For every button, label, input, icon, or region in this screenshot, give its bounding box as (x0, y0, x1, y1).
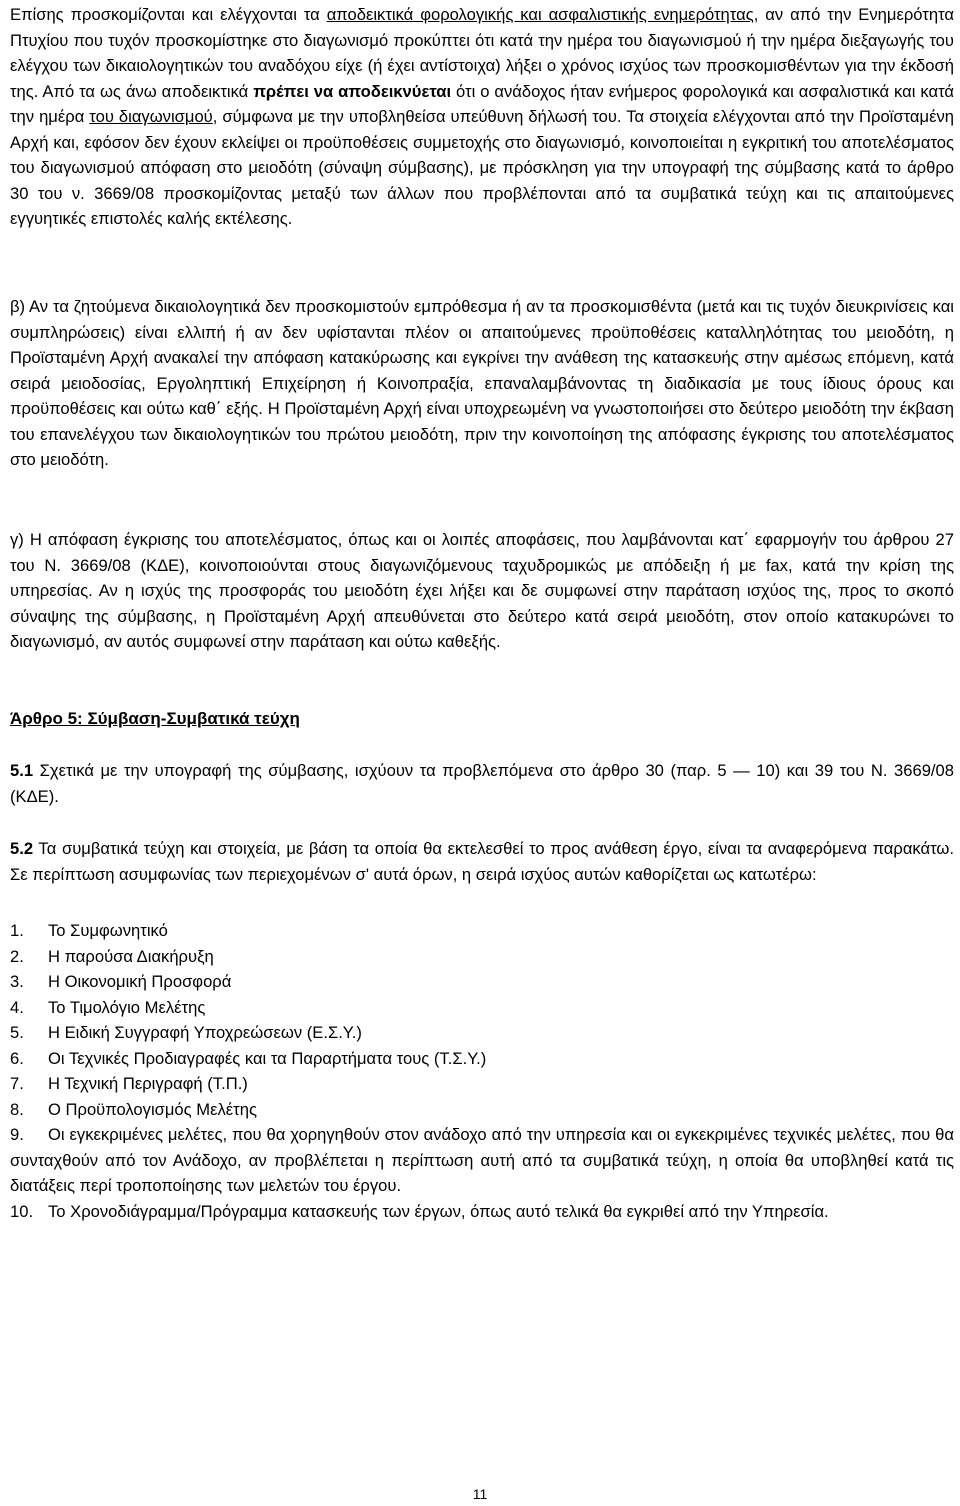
section-text: Τα συμβατικά τεύχη και στοιχεία, με βάση τα οποία θα εκτελεσθεί το προς ανάθεση έργο, είναι τα αναφερόμενα παρακάτω. Σε περίπτωση ασυμφωνίας των περιεχομένων σ' αυτά όρων, η σειρά ισχύος αυτών καθορίζεται ως κατωτέρω: (10, 839, 954, 884)
bold-text: πρέπει να αποδεικνύεται (253, 81, 452, 101)
contract-documents-list (10, 918, 954, 1224)
list-item-number: 3. (10, 972, 24, 991)
paragraph-supporting-documents (10, 2, 954, 232)
article-heading: Άρθρο 5: Σύμβαση-Συμβατικά τεύχη (10, 709, 300, 728)
list-item-text: Το Συμφωνητικό (48, 921, 168, 940)
list-item (10, 969, 954, 995)
text-run: , σύμφωνα με την υποβληθείσα υπεύθυνη δήλωσή του. Τα στοιχεία ελέγχονται από την Προϊσταμένη Αρχή και, εφόσον δεν έχουν εκλείψει οι προϋποθέσεις συμμετοχής στο διαγωνισμό, κοινοποιείται η εγκριτική του αποτελέσματος του διαγωνισμού απόφαση στο μειοδότη (σύναψη σύμβασης), με πρόσκληση για την υπογραφή της σύμβασης κατά το άρθρο 30 του ν. 3669/08 προσκομίζοντας μεταξύ των άλλων που προβλέπονται από τα συμβατικά τεύχη και τις απαιτούμενες εγγυητικές επιστολές καλής εκτέλεσης. (10, 107, 954, 228)
list-item (10, 1122, 954, 1199)
section-text: Σχετικά με την υπογραφή της σύμβασης, ισχύουν τα προβλεπόμενα στο άρθρο 30 (παρ. 5 — 10) και 39 του Ν. 3669/08 (ΚΔΕ). (10, 761, 954, 806)
list-item-text: Οι Τεχνικές Προδιαγραφές και τα Παραρτήματα τους (Τ.Σ.Υ.) (48, 1048, 487, 1068)
underlined-text: του διαγωνισμού (89, 107, 213, 126)
list-item-number: 10. (10, 1201, 34, 1221)
list-item-number: 2. (10, 946, 24, 966)
list-item (10, 1199, 954, 1225)
list-item-text: Οι εγκεκριμένες μελέτες, που θα χορηγηθούν στον ανάδοχο από την υπηρεσία και οι εγκεκριμένες τεχνικές μελέτες, που θα συνταχθούν από τον Ανάδοχο, αν προβλέπεται η περίπτωση αυτή από τα συμβατικά τεύχη, η οποία θα υποβληθεί κατά τις διατάξεις περί τροποποίησης των μελετών του έργου. (10, 1125, 954, 1195)
paragraph-5-1 (10, 758, 954, 809)
section-number: 5.1 (10, 761, 34, 780)
list-item (10, 918, 954, 944)
paragraph-b: β) Αν τα ζητούμενα δικαιολογητικά δεν προσκομιστούν εμπρόθεσμα ή αν τα προσκομισθέντα (μετά και τις τυχόν διευκρινίσεις και συμπληρώσεις) είναι ελλιπή ή αν δεν υφίστανται πλέον οι απαιτούμενες προϋποθέσεις καταλληλότητας του μειοδότη, η Προϊσταμένη Αρχή ανακαλεί την απόφαση κατακύρωσης και εγκρίνει την ανάθεση της κατασκευής στην αμέσως επόμενη, κατά σειρά μειοδοσίας, Εργοληπτική Επιχείρηση ή Κοινοπραξία, επαναλαμβάνοντας τη διαδικασία με τους ίδιους όρους και προϋποθέσεις και ούτω καθ΄ εξής. Η Προϊσταμένη Αρχή είναι υποχρεωμένη να γνωστοποιήσει στο δεύτερο μειοδότη την έκβαση του επανελέγχου των δικαιολογητικών του πρώτου μειοδότη, πριν την κοινοποίηση της απόφασης έγκρισης του αποτελέσματος στο μειοδότη. (10, 297, 954, 469)
list-item-text: Η παρούσα Διακήρυξη (48, 946, 214, 966)
paragraph-5-2 (10, 836, 954, 887)
list-item (10, 1020, 954, 1046)
list-item-text: Η Τεχνική Περιγραφή (Τ.Π.) (48, 1074, 248, 1093)
list-item (10, 1097, 954, 1123)
list-item-number: 1. (10, 921, 24, 940)
list-item-number: 5. (10, 1023, 24, 1042)
list-item-number: 9. (10, 1125, 24, 1144)
list-item-text: Ο Προϋπολογισμός Μελέτης (48, 1099, 257, 1119)
list-item-number: 6. (10, 1048, 24, 1068)
list-item-number: 7. (10, 1074, 24, 1093)
underlined-text: αποδεικτικά φορολογικής και ασφαλιστικής ενημερότητας (326, 5, 754, 24)
list-item-number: 4. (10, 997, 24, 1017)
list-item-number: 8. (10, 1099, 24, 1119)
list-item-text: Το Τιμολόγιο Μελέτης (48, 997, 206, 1017)
text-run: Επίσης προσκομίζονται και ελέγχονται τα (10, 5, 327, 24)
paragraph-c: γ) Η απόφαση έγκρισης του αποτελέσματος, όπως και οι λοιπές αποφάσεις, που λαμβάνονται κατ΄ εφαρμογήν του άρθρου 27 του Ν. 3669/08 (ΚΔΕ), κοινοποιούνται στους διαγωνιζόμενους ταχυδρομικώς με απόδειξη ή με fax, κατά την κρίση της υπηρεσίας. Αν η ισχύς της προσφοράς του μειοδότη έχει λήξει και δε συμφωνεί στην παράταση ισχύος της, προς το σκοπό σύναψης της σύμβασης, η Προϊσταμένη Αρχή απευθύνεται στο δεύτερο κατά σειρά μειοδότη, στον οποίο κατακυρώνει το διαγωνισμό, αν αυτός συμφωνεί στην παράταση και ούτω καθεξής. (10, 530, 954, 651)
page-number: 11 (472, 1486, 488, 1502)
list-item (10, 944, 954, 970)
text-run: ότι ο ανάδοχος ήταν ενήμερος φορολογικά και ασφαλιστικά και κατά την ημέρα (10, 81, 954, 126)
list-item-text: Η Οικονομική Προσφορά (48, 972, 232, 991)
list-item-text: Η Ειδική Συγγραφή Υποχρεώσεων (Ε.Σ.Υ.) (48, 1023, 362, 1042)
section-number: 5.2 (10, 839, 34, 858)
list-item (10, 1046, 954, 1072)
list-item-text: Το Χρονοδιάγραμμα/Πρόγραμμα κατασκευής των έργων, όπως αυτό τελικά θα εγκριθεί από την Υπηρεσία. (48, 1201, 829, 1221)
list-item (10, 995, 954, 1021)
list-item (10, 1071, 954, 1097)
text-run: , αν από την Ενημερότητα Πτυχίου που τυχόν προσκομίστηκε στο διαγωνισμό προκύπτει ότι κατά την ημέρα του διαγωνισμού ή την ημέρα διεξαγωγής του ελέγχου των δικαιολογητικών του αναδόχου είχε (ή έχει αντίστοιχα) λήξει ο χρόνος ισχύος των προσκομισθέντων για την έκδοσή της. Από τα ως άνω αποδεικτικά (10, 5, 954, 101)
